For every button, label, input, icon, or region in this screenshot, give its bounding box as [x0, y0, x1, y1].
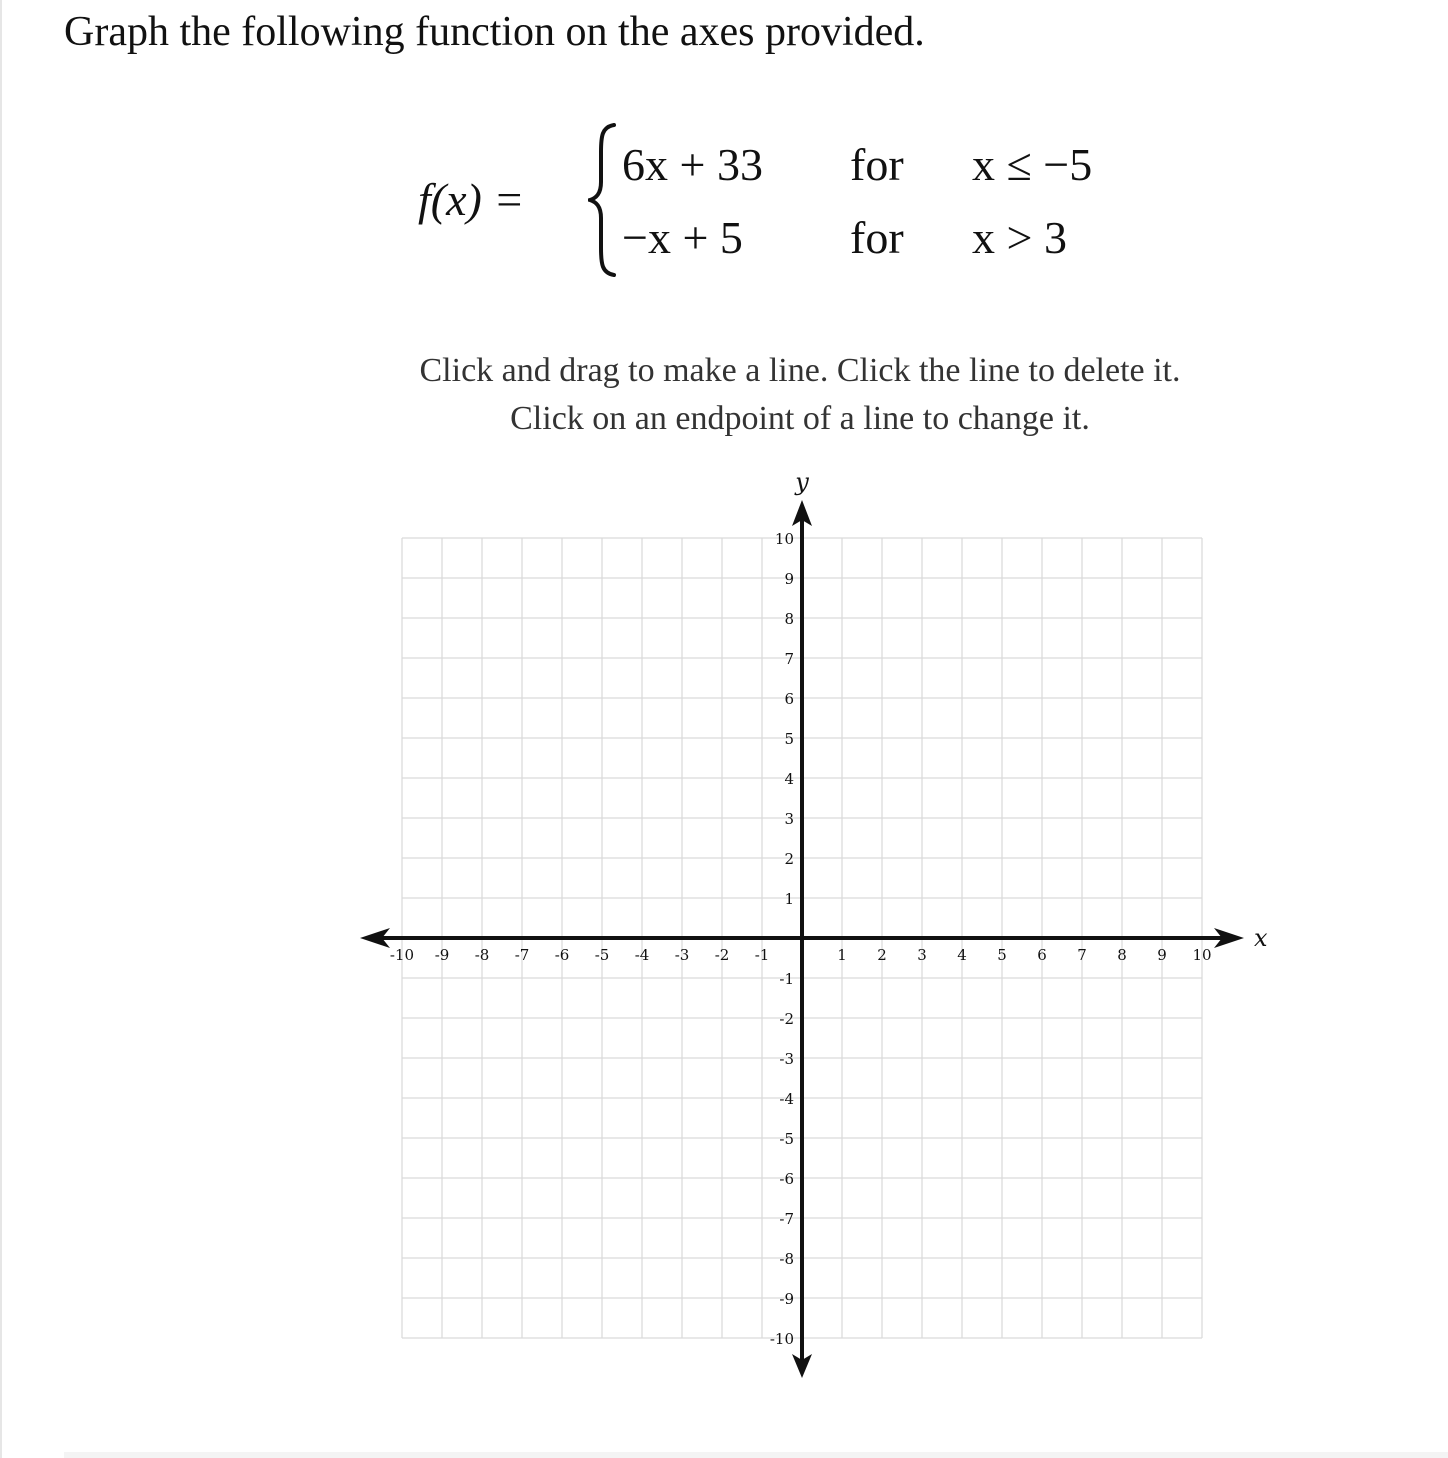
x-tick-label: -2: [714, 946, 730, 964]
x-tick-label: -9: [434, 946, 450, 964]
y-tick-label: -2: [779, 1010, 794, 1028]
piece1-expression: 6x + 33: [622, 139, 763, 190]
y-tick-label: 1: [784, 890, 794, 908]
x-tick-label: -7: [514, 946, 530, 964]
x-tick-label: -5: [594, 946, 610, 964]
y-tick-label: 4: [784, 770, 794, 788]
x-tick-label: 2: [877, 946, 887, 964]
y-tick-label: 7: [784, 650, 794, 668]
y-tick-label: 10: [774, 530, 794, 548]
y-tick-label: 6: [784, 690, 794, 708]
x-tick-label: 1: [837, 946, 847, 964]
piece1-condition: x ≤ −5: [972, 139, 1093, 190]
x-tick-label: -10: [389, 946, 415, 964]
y-tick-label: -4: [779, 1090, 794, 1108]
x-tick-label: 6: [1037, 946, 1047, 964]
y-tick-label: -6: [779, 1170, 794, 1188]
piece2-expression: −x + 5: [622, 212, 743, 263]
y-tick-label: -7: [779, 1210, 794, 1228]
x-tick-label: 4: [957, 946, 967, 964]
y-tick-label: -9: [779, 1290, 794, 1308]
piece2-for: for: [850, 212, 904, 263]
x-tick-label: -8: [474, 946, 490, 964]
instructions-line-2: Click on an endpoint of a line to change it.: [510, 400, 1090, 437]
x-tick-label: 9: [1157, 946, 1167, 964]
x-tick-label: 10: [1192, 946, 1212, 964]
y-tick-label: -3: [779, 1050, 794, 1068]
y-tick-label: 8: [784, 610, 794, 628]
y-tick-label: 9: [784, 570, 794, 588]
question-prompt: Graph the following function on the axes provided.: [64, 9, 925, 55]
x-axis-label: x: [1254, 924, 1268, 952]
x-tick-label: -3: [674, 946, 690, 964]
y-axis-label: y: [795, 468, 809, 496]
bottom-strip: [64, 1452, 1448, 1458]
x-tick-label: 5: [997, 946, 1007, 964]
function-lhs-text: f(x) =: [418, 174, 525, 225]
x-tick-label: -4: [634, 946, 650, 964]
x-tick-label: 7: [1077, 946, 1087, 964]
x-tick-label: 8: [1117, 946, 1127, 964]
x-tick-label: 3: [917, 946, 927, 964]
x-tick-label: -6: [554, 946, 570, 964]
piece2-condition: x > 3: [972, 212, 1067, 263]
y-tick-label: -8: [779, 1250, 794, 1268]
axes: [360, 500, 1244, 1378]
y-tick-label: 3: [784, 810, 794, 828]
y-tick-label: -1: [779, 970, 794, 988]
y-tick-label: -10: [769, 1330, 794, 1348]
instructions-line-1: Click and drag to make a line. Click the line to delete it.: [419, 352, 1181, 389]
piece1-for: for: [850, 139, 904, 190]
x-tick-label: -1: [754, 946, 770, 964]
y-tick-label: 5: [784, 730, 794, 748]
y-tick-label: -5: [779, 1130, 794, 1148]
y-tick-label: 2: [784, 850, 794, 868]
